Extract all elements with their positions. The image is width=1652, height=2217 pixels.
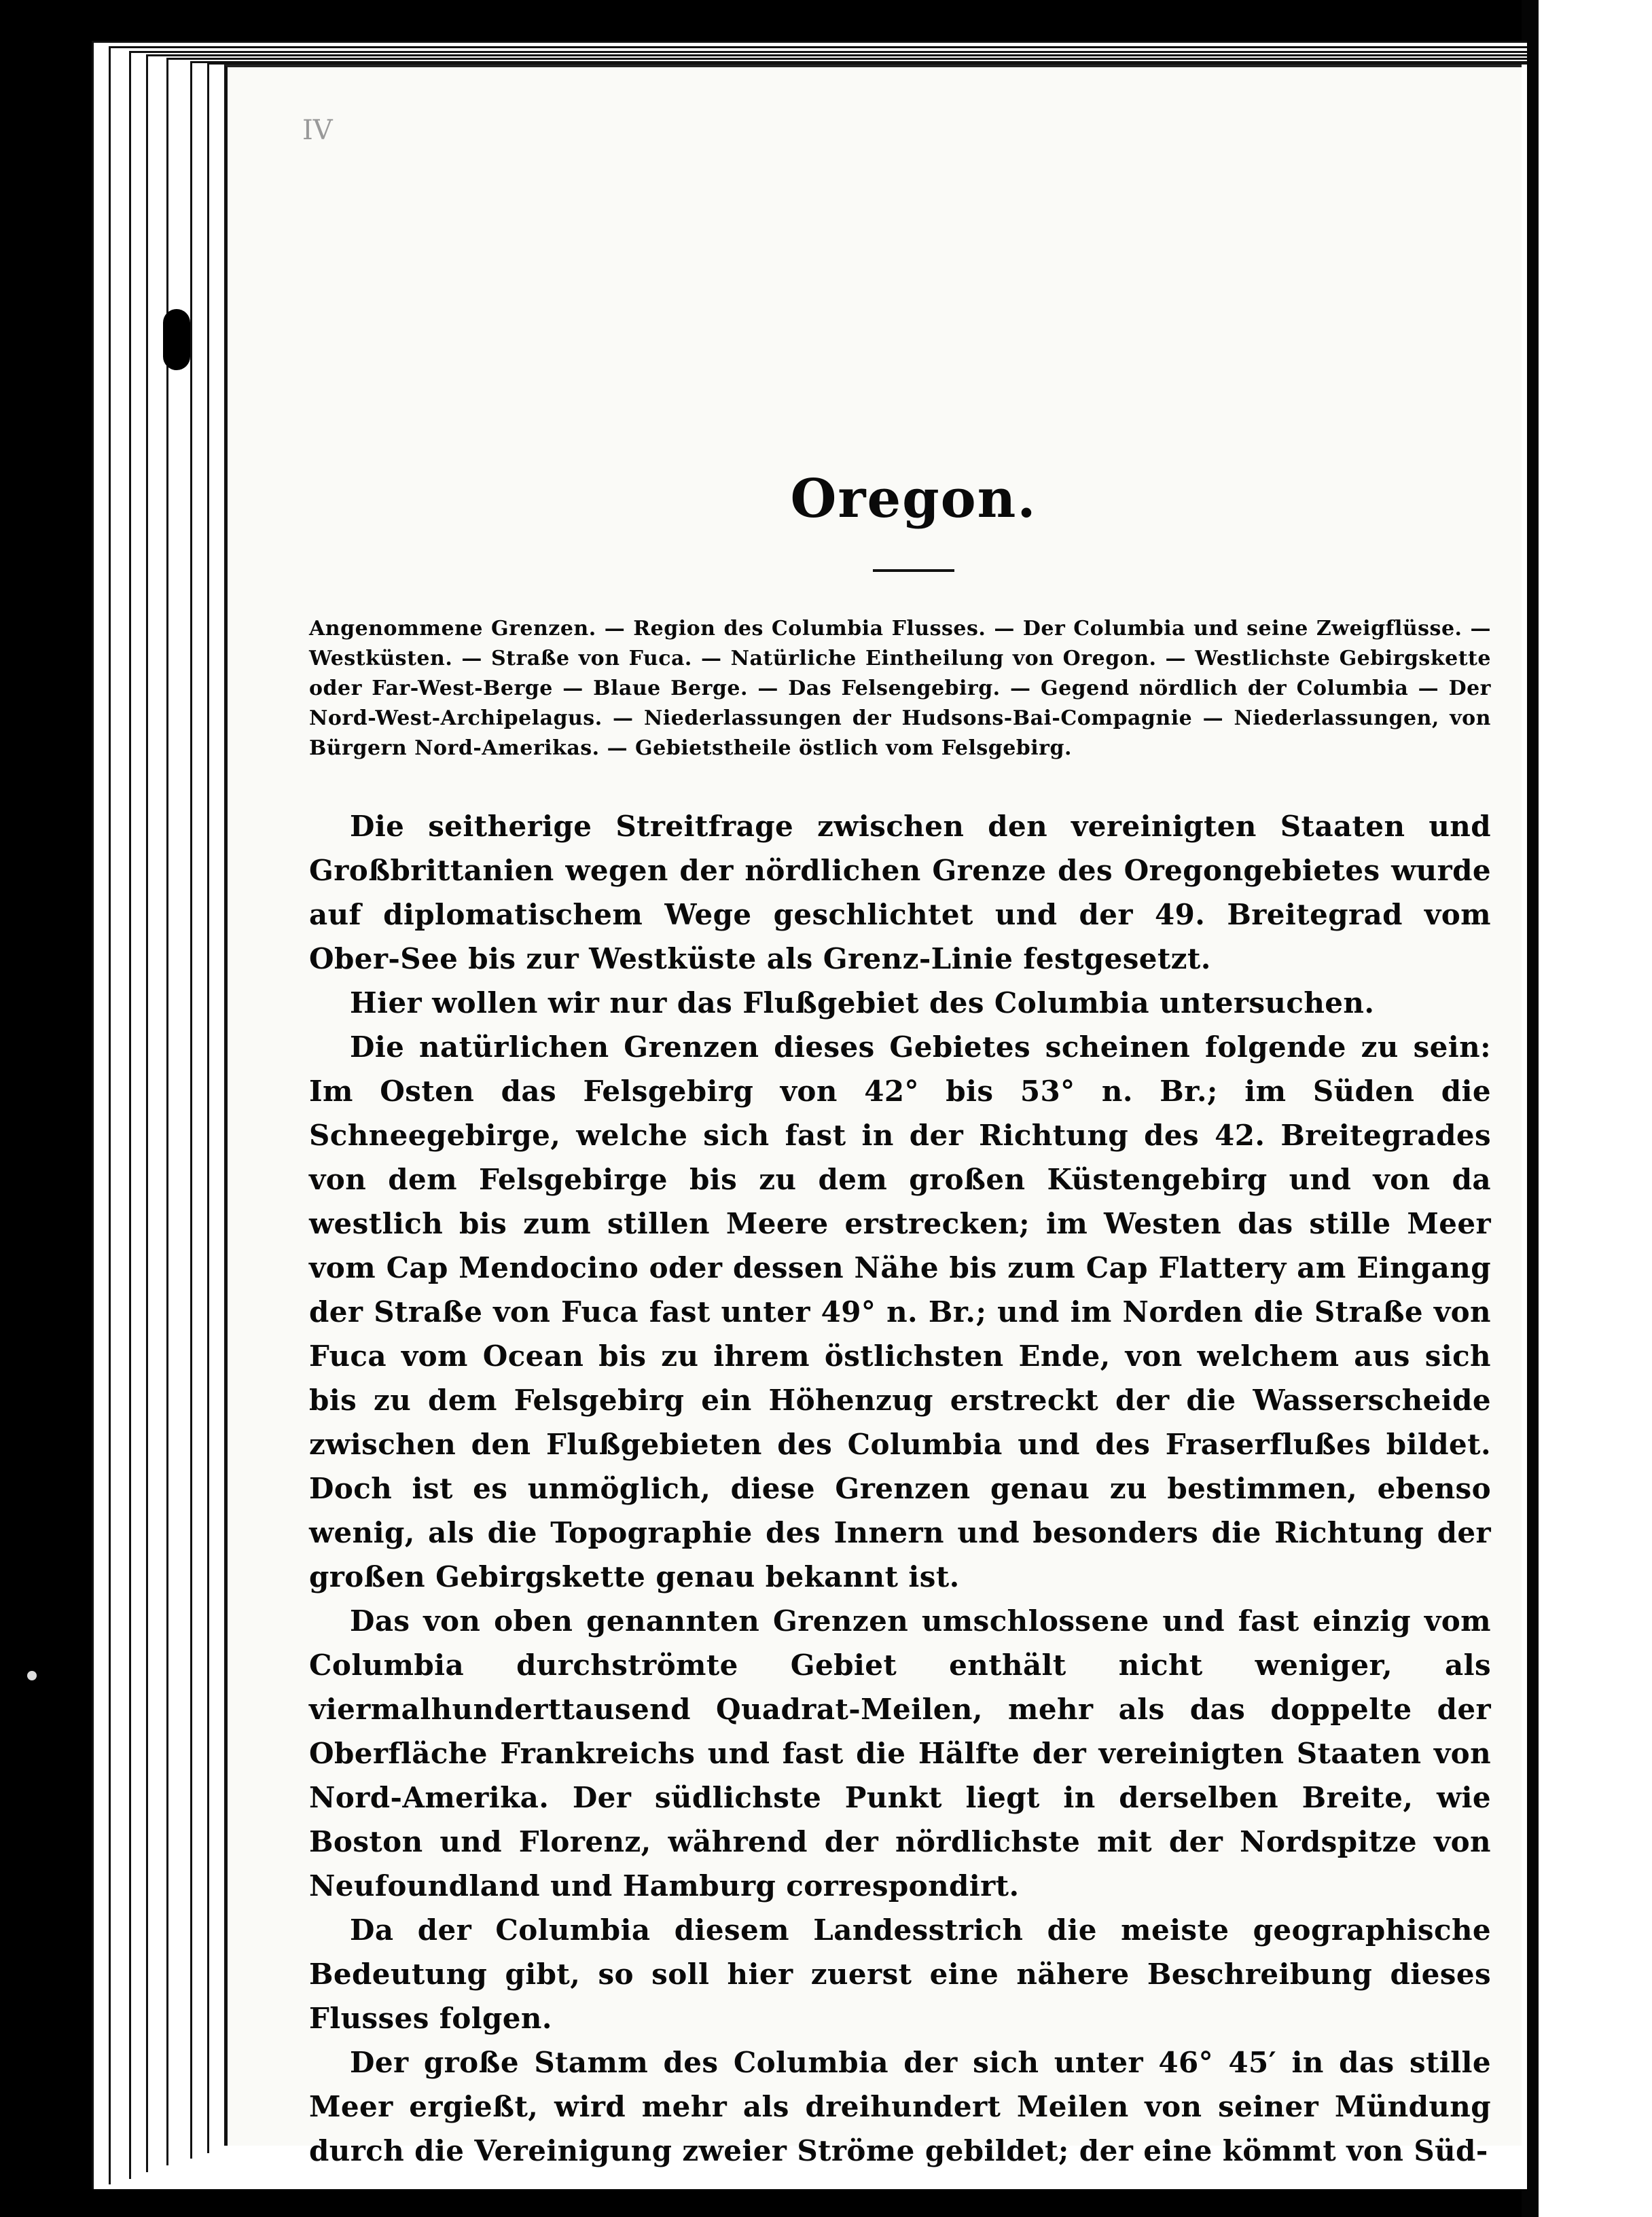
body-paragraph: Hier wollen wir nur das Flußgebiet des Columbia untersuchen. (350, 986, 1375, 1020)
body-paragraph: Da der Columbia diesem Landesstrich die meiste geographische Bedeutung gibt, so soll hier zuerst eine nähere Beschreibung dieses Flusses folgen. (309, 1913, 1491, 2035)
body-paragraph: Die natürlichen Grenzen dieses Gebietes scheinen folgende zu sein: Im Osten das Felsgebirg von 42° bis 53° n. Br.; im Süden die Schneegebirge, welche sich fast in der Richtung des 42. Breitegrades von dem Felsgebirge bis zu dem großen Küstengebirg und von da westlich bis zum stillen Meere erstrecken; im Westen das stille Meer vom Cap Mendocino oder dessen Nähe bis zum Cap Flattery am Eingang der Straße von Fuca fast unter 49° n. Br.; und im Norden die Straße von Fuca vom Ocean bis zu ihrem östlichsten Ende, von welchem aus sich bis zu dem Felsgebirg ein Höhenzug erstreckt der die Wasserscheide zwischen den Flußgebieten des Columbia und des Fraserflußes bildet. Doch ist es unmöglich, diese Grenzen genau zu bestimmen, ebenso wenig, als die Topographie des Innern und besonders die Richtung der großen Gebirgskette genau bekannt ist. (309, 1030, 1491, 1593)
body-paragraph: Das von oben genannten Grenzen umschlossene und fast einzig vom Columbia durchströmte Gebiet enthält nicht weniger, als viermalhunderttausend Quadrat-Meilen, mehr als das doppelte der Oberfläche Frankreichs und fast die Hälfte der vereinigten Staaten von Nord-Amerika. Der südlichste Punkt liegt in derselben Breite, wie Boston und Florenz, während der nördlichste mit der Nordspitze von Neufoundland und Hamburg correspondirt. (309, 1604, 1491, 1903)
scan-right-margin (1539, 0, 1652, 2217)
ink-smudge (163, 309, 190, 370)
title-rule (873, 569, 954, 572)
book-page (224, 65, 1522, 2167)
scan-dust (27, 1671, 37, 1680)
body-paragraph: Die seitherige Streitfrage zwischen den vereinigten Staaten und Großbrittanien wegen der nördlichen Grenze des Oregongebietes wurde auf diplomatischem Wege geschlichtet und der 49. Breitegrad vom Ober-See bis zur Westküste als Grenz-Linie festgesetzt. (309, 810, 1491, 975)
chapter-summary: Angenommene Grenzen. — Region des Columbia Flusses. — Der Columbia und seine Zweigflüsse. — Westküsten. — Straße von Fuca. — Natürliche Eintheilung von Oregon. — Westlichste Gebirgskette oder Far-West-Berge — Blaue Berge. — Das Felsengebirg. — Gegend nördlich der Columbia — Der Nord-West-Archipelagus. — Niederlassungen der Hudsons-Bai-Compagnie — Niederlassungen, von Bürgern Nord-Amerikas. — Gebietstheile östlich vom Felsgebirg. (309, 617, 1491, 760)
page-content (309, 468, 1491, 2173)
chapter-title: Oregon. (790, 468, 1037, 530)
body-paragraph: Der große Stamm des Columbia der sich unter 46° 45′ in das stille Meer ergießt, wird mehr als dreihundert Meilen von seiner Mündung durch die Vereinigung zweier Ströme gebildet; der eine kömmt von Süd- (309, 2046, 1491, 2167)
faint-page-number: IV (302, 115, 333, 146)
